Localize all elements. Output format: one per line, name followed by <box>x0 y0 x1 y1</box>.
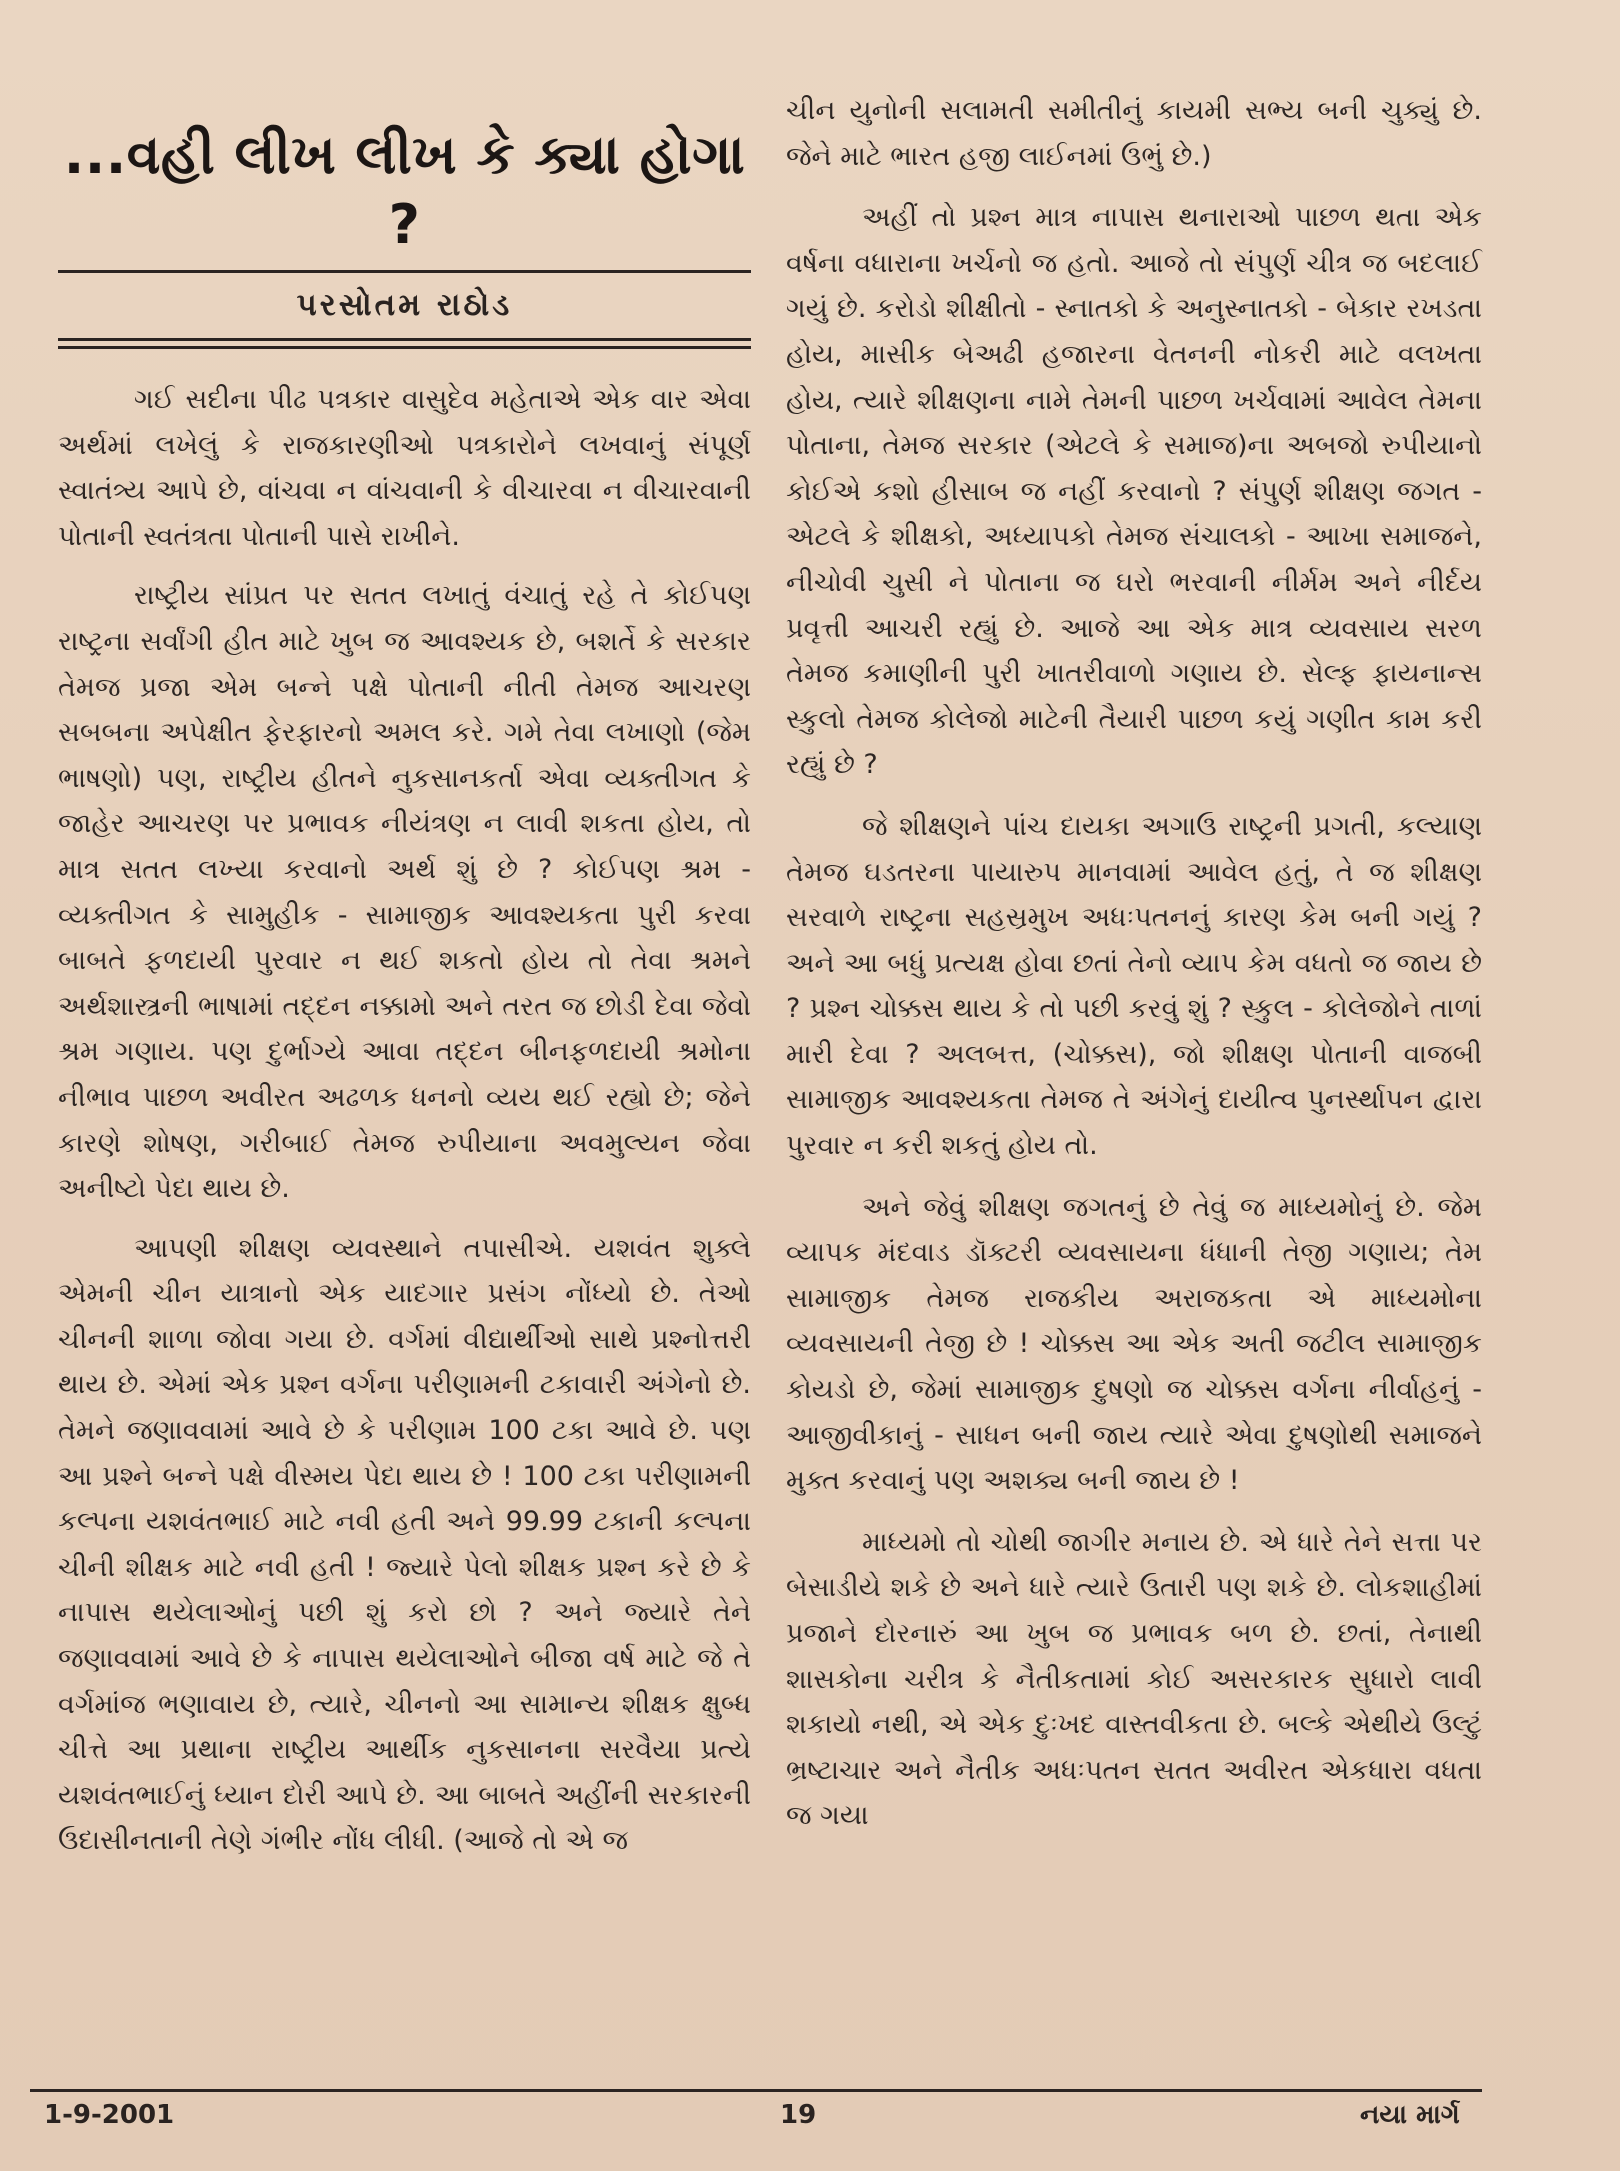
paragraph: અહીં તો પ્રશ્ન માત્ર નાપાસ થનારાઓ પાછળ થતા એક વર્ષના વધારાના ખર્ચનો જ હતો. આજે તો સંપુર્ણ ચીત્ર જ બદલાઈ ગયું છે. કરોડો શીક્ષીતો - સ્નાતકો કે અનુસ્નાતકો - બેકાર રખડતા હોય, માસીક બેઅઢી હજારના વેતનની નોકરી માટે વલખતા હોય, ત્યારે શીક્ષણના નામે તેમની પાછળ ખર્ચવામાં આવેલ તેમના પોતાના, તેમજ સરકાર (એટલે કે સમાજ)ના અબજો રુપીયાનો કોઈએ કશો હીસાબ જ નહીં કરવાનો ? સંપુર્ણ શીક્ષણ જગત - એટલે કે શીક્ષકો, અધ્યાપકો તેમજ સંચાલકો - આખા સમાજને, નીચોવી ચુસી ને પોતાના જ ઘરો ભરવાની નીર્મમ અને નીર્દય પ્રવૃત્તી આચરી રહ્યું છે. આજે આ એક માત્ર વ્યવસાય સરળ તેમજ કમાણીની પુરી ખાતરીવાળો ગણાય છે. સેલ્ફ ફાયનાન્સ સ્કુલો તેમજ કોલેજો માટેની તૈયારી પાછળ કયું ગણીત કામ કરી રહ્યું છે ? <box>786 202 1482 781</box>
page-number: 19 <box>780 2100 817 2130</box>
paragraph: જે શીક્ષણને પાંચ દાયકા અગાઉ રાષ્ટ્રની પ્રગતી, કલ્યાણ તેમજ ઘડતરના પાયારુપ માનવામાં આવેલ હતું, તે જ શીક્ષણ સરવાળે રાષ્ટ્રના સહસ્રમુખ અધઃપતનનું કારણ કેમ બની ગયું ? અને આ બધું પ્રત્યક્ષ હોવા છતાં તેનો વ્યાપ કેમ વધતો જ જાય છે ? પ્રશ્ન ચોક્કસ થાય કે તો પછી કરવું શું ? સ્કુલ - કોલેજોને તાળાં મારી દેવા ? અલબત્ત, (ચોક્કસ), જો શીક્ષણ પોતાની વાજબી સામાજીક આવશ્યકતા તેમજ તે અંગેનું દાયીત્વ પુનર્સ્થાપન દ્વારા પુરવાર ન કરી શકતું હોય તો. <box>786 810 1482 1162</box>
footer-date: 1-9-2001 <box>44 2100 175 2130</box>
author-rule <box>58 338 751 349</box>
paragraph: અને જેવું શીક્ષણ જગતનું છે તેવું જ માધ્યમોનું છે. જેમ વ્યાપક મંદવાડ ડૉક્ટરી વ્યવસાયના ધંધાની તેજી ગણાય; તેમ સામાજીક તેમજ રાજકીય અરાજકતા એ માધ્યમોના વ્યવસાયની તેજી છે ! ચોક્કસ આ એક અતી જટીલ સામાજીક કોયડો છે, જેમાં સામાજીક દુષણો જ ચોક્કસ વર્ગના નીર્વાહનું - આજીવીકાનું - સાધન બની જાય ત્યારે એવા દુષણોથી સમાજને મુક્ત કરવાનું પણ અશક્ય બની જાય છે ! <box>786 1191 1482 1497</box>
right-column <box>786 88 1482 1855</box>
paragraph: ગઈ સદીના પીઢ પત્રકાર વાસુદેવ મહેતાએ એક વાર એવા અર્થમાં લખેલું કે રાજકારણીઓ પત્રકારોને લખવાનું સંપૂર્ણ સ્વાતંત્ર્ય આપે છે, વાંચવા ન વાંચવાની કે વીચારવા ન વીચારવાની પોતાની સ્વતંત્રતા પોતાની પાસે રાખીને. <box>58 384 751 552</box>
left-column <box>58 80 751 1878</box>
publication-name: નયા માર્ગ <box>1360 2100 1460 2130</box>
article-author: પરસોતમ રાઠોડ <box>296 287 513 323</box>
paragraph: આપણી શીક્ષણ વ્યવસ્થાને તપાસીએ. યશવંત શુક્લે એમની ચીન યાત્રાનો એક યાદગાર પ્રસંગ નોંધ્યો છે. તેઓ ચીનની શાળા જોવા ગયા છે. વર્ગમાં વીદ્યાર્થીઓ સાથે પ્રશ્નોત્તરી થાય છે. એમાં એક પ્રશ્ન વર્ગના પરીણામની ટકાવારી અંગેનો છે. તેમને જણાવવામાં આવે છે કે પરીણામ 100 ટકા આવે છે. પણ આ પ્રશ્ને બન્ને પક્ષે વીસ્મય પેદા થાય છે ! 100 ટકા પરીણામની કલ્પના યશવંતભાઈ માટે નવી હતી અને 99.99 ટકાની કલ્પના ચીની શીક્ષક માટે નવી હતી ! જ્યારે પેલો શીક્ષક પ્રશ્ન કરે છે કે નાપાસ થયેલાઓનું પછી શું કરો છો ? અને જ્યારે તેને જણાવવામાં આવે છે કે નાપાસ થયેલાઓને બીજા વર્ષ માટે જે તે વર્ગમાંજ ભણાવાય છે, ત્યારે, ચીનનો આ સામાન્ય શીક્ષક ક્ષુબ્ધ ચીત્તે આ પ્રથાના રાષ્ટ્રીય આર્થીક નુકસાનના સરવૈયા પ્રત્યે યશવંતભાઈનું ધ્યાન દોરી આપે છે. આ બાબતે અહીંની સરકારની ઉદાસીનતાની તેણે ગંભીર નોંધ લીધી. (આજે તો એ જ <box>58 1232 751 1857</box>
title-rule <box>58 270 751 273</box>
paragraph: ચીન યુનોની સલામતી સમીતીનું કાયમી સભ્ય બની ચુક્યું છે. જેને માટે ભારત હજી લાઈનમાં ઉભું છે.) <box>786 95 1482 172</box>
footer-rule <box>30 2089 1482 2092</box>
article-title: ...વહી લીખ લીખ કે ક્યા હોગા ? <box>63 123 746 256</box>
paragraph: માધ્યમો તો ચોથી જાગીર મનાય છે. એ ધારે તેને સત્તા પર બેસાડીયે શકે છે અને ધારે ત્યારે ઉતારી પણ શકે છે. લોકશાહીમાં પ્રજાને દોરનારું આ ખુબ જ પ્રભાવક બળ છે. છતાં, તેનાથી શાસકોના ચરીત્ર કે નૈતીકતામાં કોઈ અસરકારક સુધારો લાવી શકાયો નથી, એ એક દુઃખદ વાસ્તવીકતા છે. બલ્કે એથીયે ઉલ્ટું ભ્રષ્ટાચાર અને નૈતીક અધઃપતન સતત અવીરત એકધારા વધતા જ ગયા <box>786 1526 1482 1832</box>
paragraph: રાષ્ટ્રીય સાંપ્રત પર સતત લખાતું વંચાતું રહે તે કોઈપણ રાષ્ટ્રના સર્વાંગી હીત માટે ખુબ જ આવશ્યક છે, બશર્તે કે સરકાર તેમજ પ્રજા એમ બન્ને પક્ષે પોતાની નીતી તેમજ આચરણ સબબના અપેક્ષીત ફેરફારનો અમલ કરે. ગમે તેવા લખાણો (જેમ ભાષણો) પણ, રાષ્ટ્રીય હીતને નુકસાનકર્તા એવા વ્યક્તીગત કે જાહેર આચરણ પર પ્રભાવક નીયંત્રણ ન લાવી શકતા હોય, તો માત્ર સતત લખ્યા કરવાનો અર્થ શું છે ? કોઈપણ શ્રમ - વ્યક્તીગત કે સામુહીક - સામાજીક આવશ્યકતા પુરી કરવા બાબતે ફળદાયી પુરવાર ન થઈ શકતો હોય તો તેવા શ્રમને અર્થશાસ્ત્રની ભાષામાં તદ્દન નક્કામો અને તરત જ છોડી દેવા જેવો શ્રમ ગણાય. પણ દુર્ભાગ્યે આવા તદ્દન બીનફળદાયી શ્રમોના નીભાવ પાછળ અવીરત અઢળક ધનનો વ્યય થઈ રહ્યો છે; જેને કારણે શોષણ, ગરીબાઈ તેમજ રુપીયાના અવમુલ્યન જેવા અનીષ્ટો પેદા થાય છે. <box>58 580 751 1205</box>
